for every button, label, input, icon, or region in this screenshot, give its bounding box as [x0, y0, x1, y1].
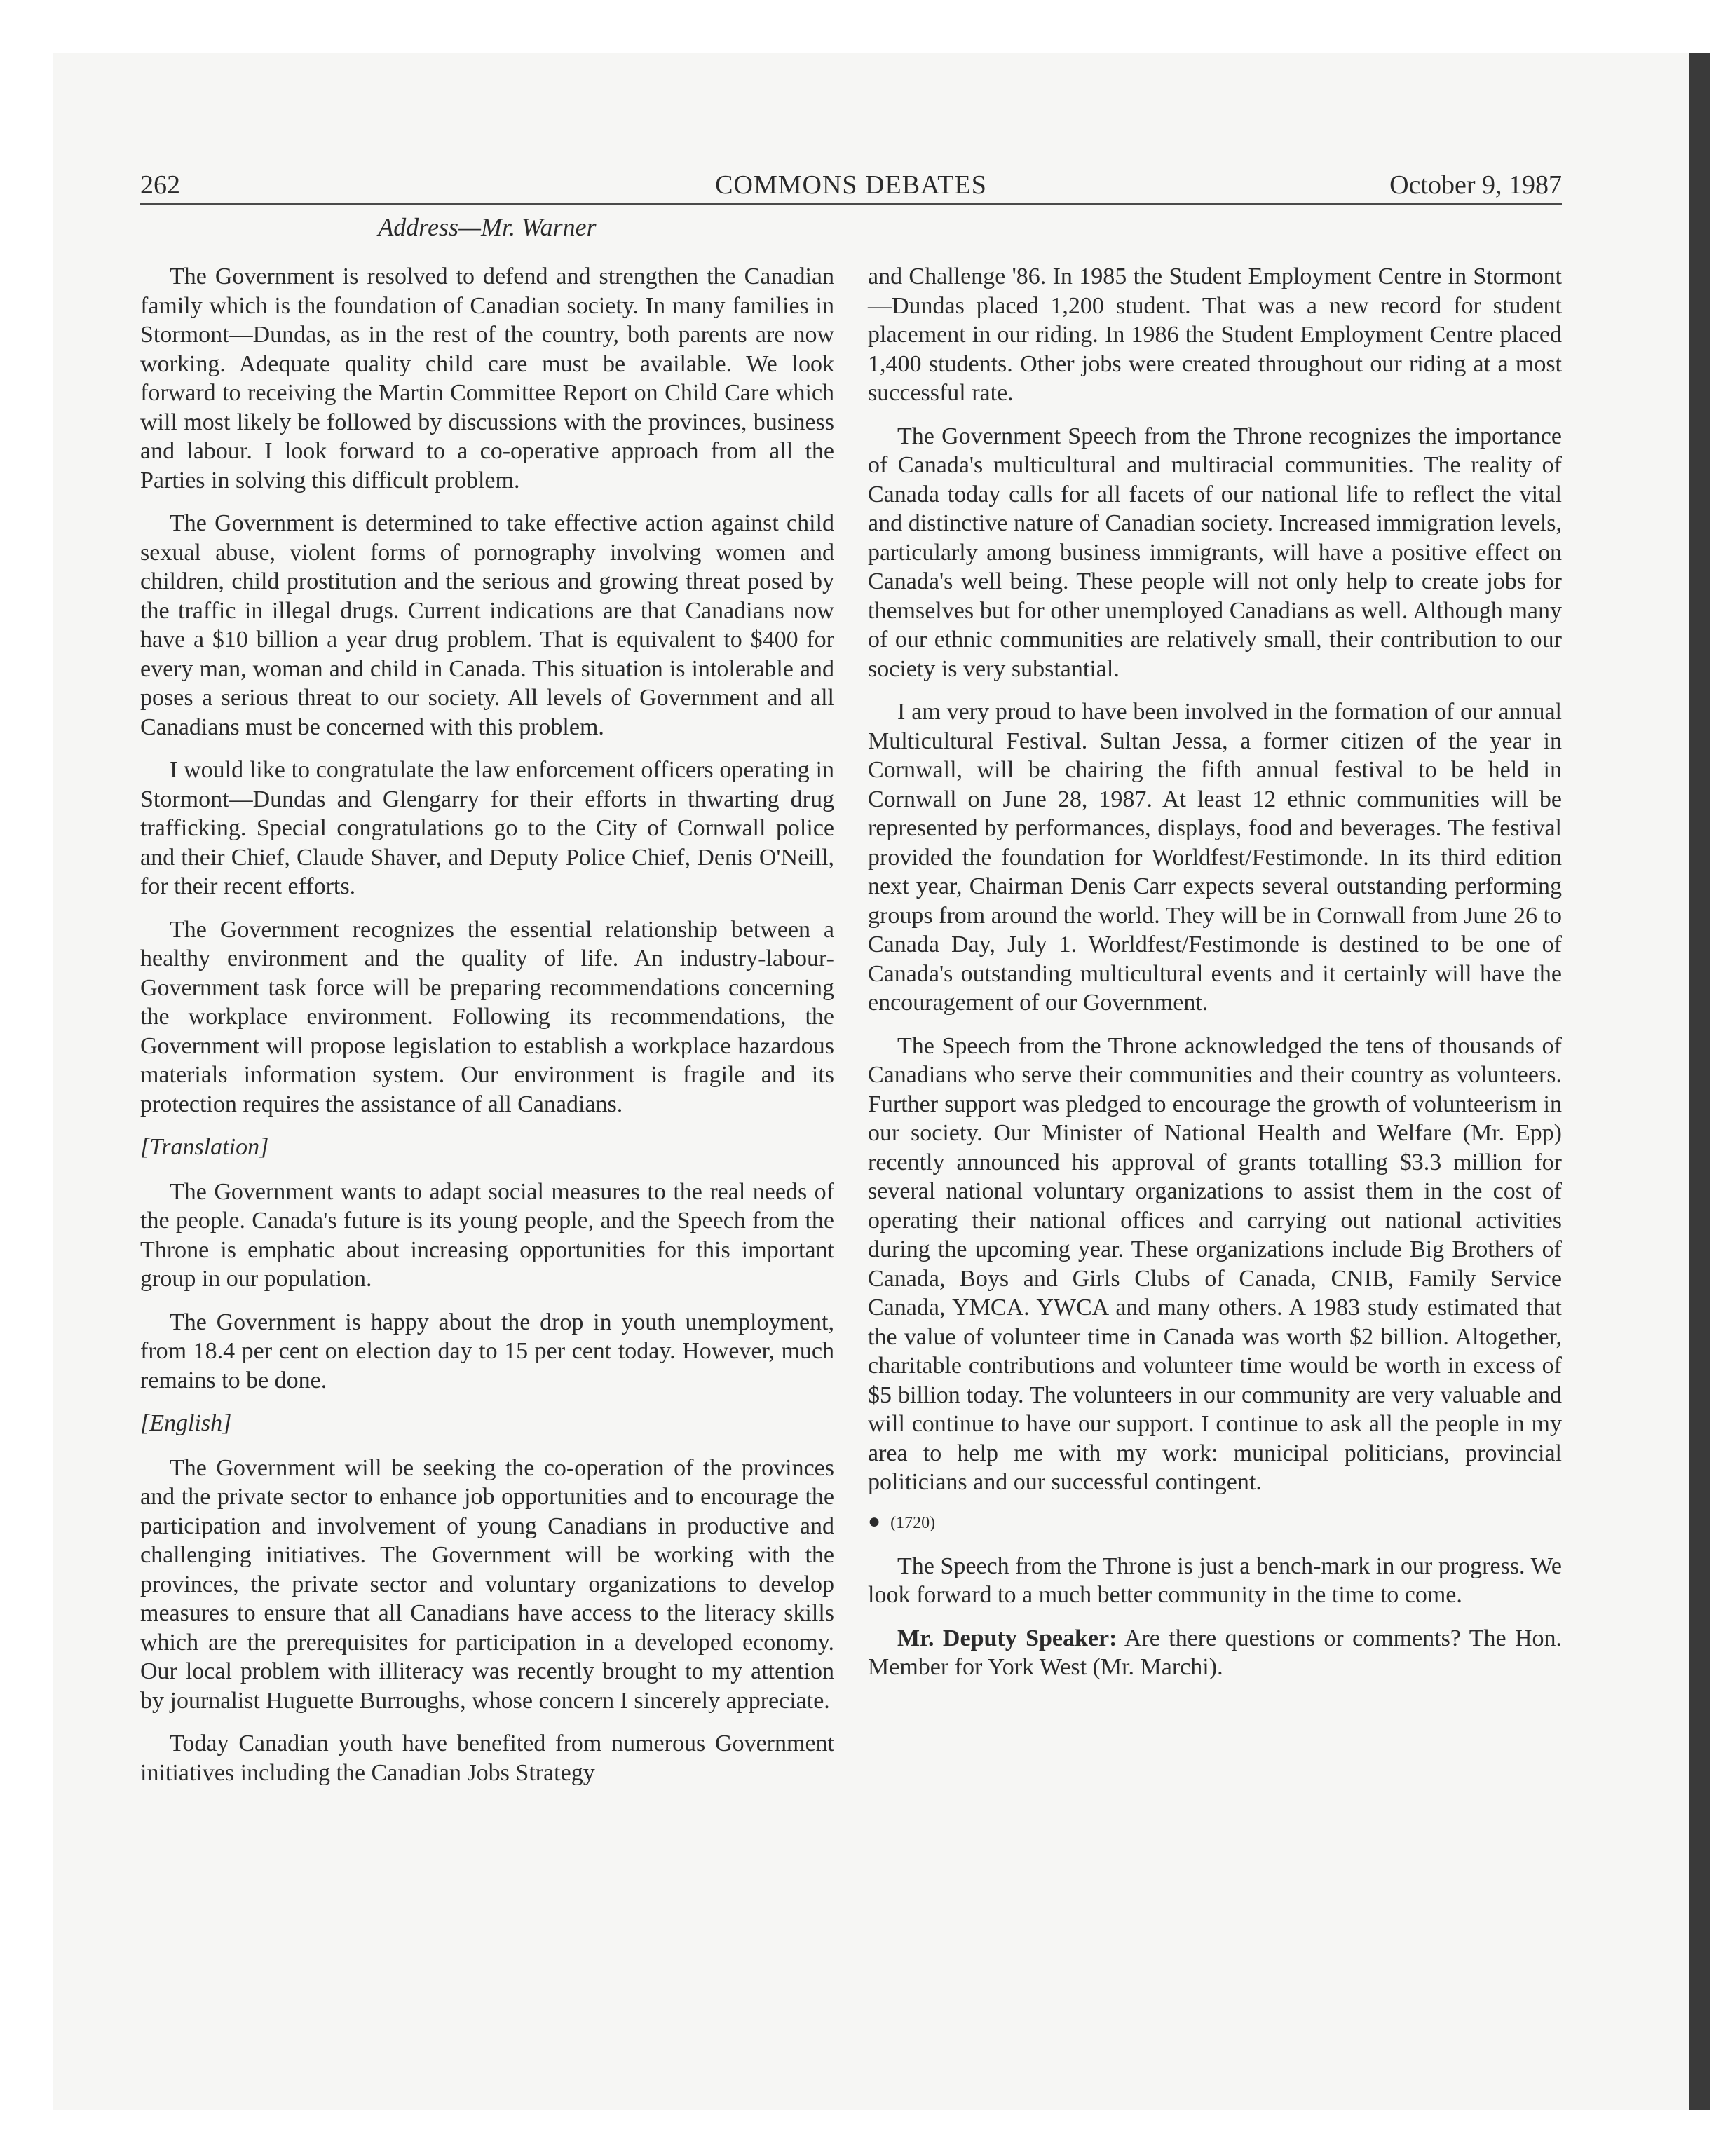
paragraph: The Speech from the Throne acknowledged the tens of thousands of Canadians who serve their communities and their country as volunteers. Further support was pledged to encourage the growth of volunteerism in our society. Our Minister of National Health and Welfare (Mr. Epp) recently announced his approval of grants totalling $3.3 million for several national voluntary organizations to assist them in the cost of operating their national offices and carrying out national activities during the upcoming year. These organizations include Big Brothers of Canada, Boys and Girls Clubs of Canada, CNIB, Family Service Canada, YMCA. YWCA and many others. A 1983 study estimated that the value of volunteer time in Canada was worth $2 billion. Altogether, charitable contributions and volunteer time would be worth in excess of $5 billion today. The volunteers in our community are very valuable and will continue to have our support. I continue to ask all the people in my area to help me with my work: municipal politicians, provincial politicians and our successful contingent.	[868, 1032, 1562, 1495]
section-label: Address—Mr. Warner	[378, 213, 597, 241]
paragraph: Today Canadian youth have benefited from numerous Government initiatives including the Canadian Jobs Strategy	[140, 1731, 834, 1786]
right-column	[868, 262, 1562, 1696]
paragraph: The Government is resolved to defend and strengthen the Canadian family which is the foundation of Canadian society. In many families in Stormont—Dundas, as in the rest of the country, both parents are now working. Adequate quality child care must be available. We look forward to receiving the Martin Committee Report on Child Care which will most likely be followed by discussions with the provinces, business and labour. I look forward to a co-operative approach from all the Parties in solving this difficult problem.	[140, 264, 834, 493]
issue-date: October 9, 1987	[1389, 170, 1562, 200]
paragraph: The Government Speech from the Throne recognizes the importance of Canada's multicultural and multiracial communities. The reality of Canada today calls for all facets of our national life to reflect the vital and distinctive nature of Canadian society. Increased immigration levels, particularly among business immigrants, will have a positive effect on Canada's well being. These people will not only help to create jobs for themselves but for other unemployed Canadians as well. Although many of our ethnic communities are relatively small, their contribution to our society is very substantial.	[868, 423, 1562, 682]
speaker-name: Mr. Deputy Speaker:	[897, 1625, 1117, 1651]
page-number: 262	[140, 170, 180, 200]
bullet-icon: ●	[868, 1509, 881, 1533]
speaker-text: Are there questions or comments? The Hon. Member for York West (Mr. Marchi).	[868, 1625, 1562, 1680]
english-marker: [English]	[140, 1410, 232, 1436]
paragraph: The Government recognizes the essential relationship between a healthy environment and the quality of life. An industry-labour-Government task force will be preparing recommendations concerning the workplace environment. Following its recommendations, the Government will propose legislation to establish a workplace hazardous materials information system. Our environment is fragile and its protection requires the assistance of all Canadians.	[140, 916, 834, 1117]
paragraph: and Challenge '86. In 1985 the Student Employment Centre in Stormont—Dundas placed 1,200 student. That was a new record for student placement in our riding. In 1986 the Student Employment Centre placed 1,400 students. Other jobs were created throughout our riding at a most successful rate.	[868, 264, 1562, 406]
time-stamp: (1720)	[890, 1513, 936, 1532]
left-column	[140, 262, 834, 1801]
scan-edge-strip	[1689, 53, 1710, 2110]
paragraph: I am very proud to have been involved in the formation of our annual Multicultural Festival. Sultan Jessa, a former citizen of the year in Cornwall, will be chairing the fifth annual festival to be held in Cornwall on June 28, 1987. At least 12 ethnic communities will be represented by performances, displays, food and beverages. The festival provided the foundation for Worldfest/Festimonde. In its third edition next year, Chairman Denis Carr expects several outstanding performing groups from around the world. They will be in Cornwall from June 26 to Canada Day, July 1. Worldfest/Festimonde is destined to be one of Canada's outstanding multicultural events and it certainly will have the encouragement of our Government.	[868, 699, 1562, 1016]
paragraph: The Government wants to adapt social measures to the real needs of the people. Canada's future is its young people, and the Speech from the Throne is emphatic about increasing opportunities for this important group in our population.	[140, 1178, 834, 1292]
page-header	[140, 163, 1562, 205]
publication-title: COMMONS DEBATES	[715, 170, 987, 200]
translation-marker: [Translation]	[140, 1134, 269, 1160]
paragraph: The Government is happy about the drop in youth unemployment, from 18.4 per cent on election day to 15 per cent today. However, much remains to be done.	[140, 1309, 834, 1393]
time-marker	[868, 1511, 1562, 1534]
paragraph: The Speech from the Throne is just a bench-mark in our progress. We look forward to a much better community in the time to come.	[868, 1553, 1562, 1608]
speaker-paragraph	[868, 1624, 1562, 1682]
paragraph: The Government is determined to take effective action against child sexual abuse, violent forms of pornography involving women and children, child prostitution and the serious and growing threat posed by the traffic in illegal drugs. Current indications are that Canadians now have a $10 billion a year drug problem. That is equivalent to $400 for every man, woman and child in Canada. This situation is intolerable and poses a serious threat to our society. All levels of Government and all Canadians must be concerned with this problem.	[140, 510, 834, 740]
paragraph: I would like to congratulate the law enforcement officers operating in Stormont—Dundas and Glengarry for their efforts in thwarting drug trafficking. Special congratulations go to the City of Cornwall police and their Chief, Claude Shaver, and Deputy Police Chief, Denis O'Neill, for their recent efforts.	[140, 757, 834, 899]
paragraph: The Government will be seeking the co-operation of the provinces and the private sector to enhance job opportunities and to encourage the participation and involvement of young Canadians in productive and challenging initiatives. The Government will be working with the provinces, the private sector and voluntary organizations to develop measures to ensure that all Canadians have access to the literacy skills which are the prerequisites for participation in a developed economy. Our local problem with illiteracy was recently brought to my attention by journalist Huguette Burroughs, whose concern I sincerely appreciate.	[140, 1454, 834, 1714]
